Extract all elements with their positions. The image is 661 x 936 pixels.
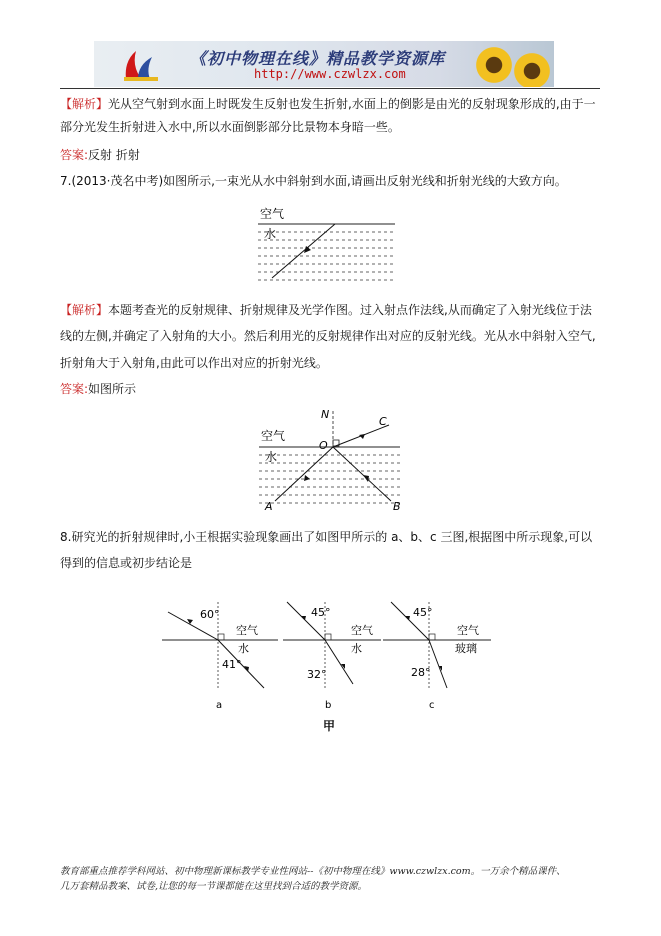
q8-figure-a — [160, 598, 280, 716]
footer-line2: 几万套精品教案、试卷,让您的每一节课都能在这里找到合适的教学资源。 — [60, 881, 368, 892]
incident-ray — [272, 224, 335, 278]
header-title: 《初中物理在线》精品教学资源库 — [190, 49, 446, 68]
q7-question: 7.(2013·茂名中考)如图所示,一束光从水中斜射到水面,请画出反射光线和折射光线的大致方向。 — [60, 174, 567, 188]
sunflower-icon — [474, 45, 514, 85]
label-n: N — [321, 408, 330, 421]
footer-line1: 教育部重点推荐学科网站、初中物理新课标教学专业性网站--《初中物理在线》www.czwlzx.com。一万余个精品课件、 — [60, 866, 566, 877]
q7-analysis-line1: 【解析】本题考查光的反射规律、折射规律及光学作图。过入射点作法线,从而确定了入射光线位于法 — [60, 303, 592, 317]
q8-question-line2: 得到的信息或初步结论是 — [60, 556, 193, 570]
label-o: O — [319, 439, 328, 452]
medium-upper-label: 空气 — [236, 624, 258, 637]
q7-analysis-line3: 折射角大于入射角,由此可以作出对应的折射光线。 — [60, 356, 328, 370]
medium-lower-label: 玻璃 — [455, 642, 477, 655]
figure-caption: b — [325, 700, 332, 711]
q8-figure-b — [283, 598, 383, 716]
site-logo-icon — [122, 47, 160, 83]
q8-question-line1: 8.研究光的折射规律时,小王根据实验现象画出了如图甲所示的 a、b、c 三图,根据图中所示现象,可以 — [60, 530, 593, 544]
angle-label-bottom: 32° — [307, 668, 327, 681]
header-rule — [60, 88, 600, 89]
q7-fig1-air-label: 空气 — [260, 207, 285, 221]
q7-fig2-water-label: 水 — [265, 450, 278, 464]
header-banner — [94, 41, 554, 87]
q7-answer: 答案:如图所示 — [60, 382, 137, 396]
q8-figure-c — [383, 598, 493, 716]
angle-label-top: 45° — [413, 606, 433, 619]
q6-analysis-line1: 【解析】光从空气射到水面上时既发生反射也发生折射,水面上的倒影是由光的反射现象形成的,由于一 — [60, 97, 596, 111]
label-b: B — [393, 500, 401, 513]
angle-label-bottom: 28° — [411, 666, 431, 679]
medium-lower-label: 水 — [238, 642, 249, 655]
q7-figure-2 — [255, 405, 405, 515]
arrow-icon — [301, 616, 306, 620]
q7-fig1-water-label: 水 — [264, 227, 277, 241]
arrow-icon — [363, 475, 369, 482]
angle-label-bottom: 41° — [222, 658, 242, 671]
arrow-icon — [304, 475, 310, 481]
figure-caption: a — [216, 700, 223, 711]
q6-answer: 答案:反射 折射 — [60, 148, 140, 162]
q7-fig2-air-label: 空气 — [261, 429, 286, 443]
q8-figure-group-caption: 甲 — [323, 719, 336, 733]
medium-upper-label: 空气 — [351, 624, 373, 637]
label-c: C — [379, 415, 387, 428]
header-url: http://www.czwlzx.com — [254, 67, 406, 81]
medium-lower-label: 水 — [351, 642, 362, 655]
sunflower-icon — [512, 51, 552, 87]
q6-analysis-line2: 部分光发生折射进入水中,所以水面倒影部分比景物本身暗一些。 — [60, 120, 400, 134]
figure-caption: c — [429, 700, 435, 711]
arrow-icon — [405, 616, 410, 620]
q7-figure-1 — [250, 202, 400, 284]
angle-label-top: 45° — [311, 606, 331, 619]
medium-upper-label: 空气 — [457, 624, 479, 637]
label-a: A — [265, 500, 273, 513]
q7-analysis-line2: 线的左侧,并确定了入射角的大小。然后利用光的反射规律作出对应的反射光线。光从水中斜射入空气, — [60, 329, 596, 343]
angle-label-top: 60° — [200, 608, 220, 621]
